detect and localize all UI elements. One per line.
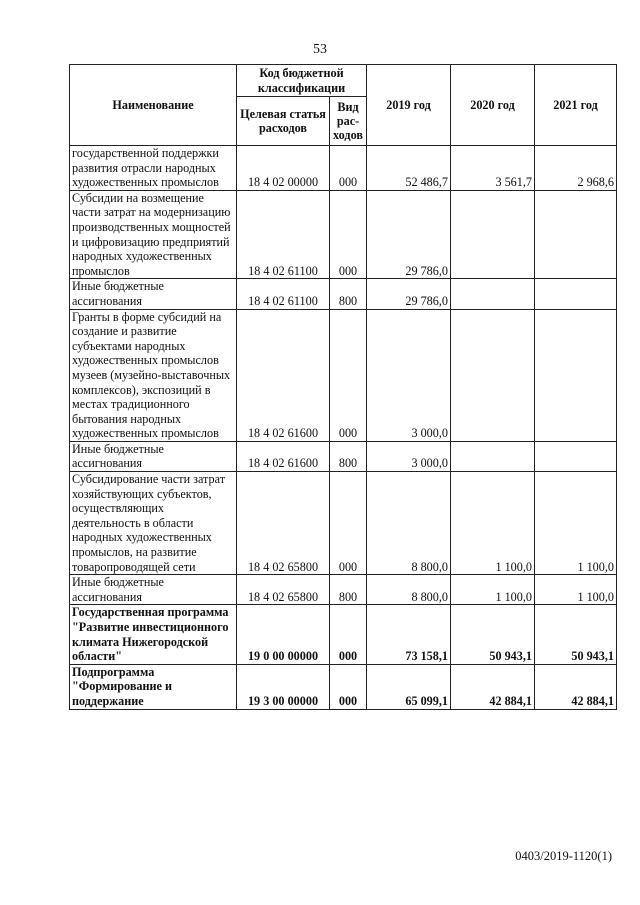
row-value-2019: 8 800,0 — [367, 575, 451, 605]
row-code: 18 4 02 61600 — [237, 309, 330, 441]
table-row — [70, 605, 617, 664]
row-name: Подпрограмма "Формирование и поддержание — [70, 664, 237, 709]
row-value-2019: 65 099,1 — [367, 664, 451, 709]
row-value-2019: 73 158,1 — [367, 605, 451, 664]
row-value-2021 — [535, 279, 617, 309]
row-kind: 800 — [330, 575, 367, 605]
row-code: 18 4 02 65800 — [237, 472, 330, 575]
row-value-2019: 52 486,7 — [367, 146, 451, 191]
table-row — [70, 472, 617, 575]
row-value-2019: 3 000,0 — [367, 309, 451, 441]
row-name: Гранты в форме субсидий на создание и развитие субъектами народных художественных промыслов музеев (музейно-выставочных комплексов), экспозиций в местах традиционного бытования народных художественных промыслов — [70, 309, 237, 441]
header-target-article: Целевая статья расходов — [237, 97, 330, 146]
row-value-2019: 29 786,0 — [367, 190, 451, 279]
row-value-2020 — [451, 279, 535, 309]
row-value-2021 — [535, 441, 617, 471]
table-row — [70, 279, 617, 309]
row-name: Государственная программа "Развитие инвестиционного климата Нижегородской области" — [70, 605, 237, 664]
row-value-2019: 29 786,0 — [367, 279, 451, 309]
header-code-group: Код бюджетной классификации — [237, 65, 367, 97]
row-value-2021 — [535, 190, 617, 279]
row-name: Иные бюджетные ассигнования — [70, 279, 237, 309]
table-row — [70, 190, 617, 279]
row-name: Субсидирование части затрат хозяйствующих субъектов, осуществляющих деятельность в области народных художественных промыслов, на развитие товаропроводящей сети — [70, 472, 237, 575]
row-code: 18 4 02 61100 — [237, 279, 330, 309]
row-name: Иные бюджетные ассигнования — [70, 441, 237, 471]
row-code: 18 4 02 00000 — [237, 146, 330, 191]
table-row — [70, 146, 617, 191]
row-code: 18 4 02 61100 — [237, 190, 330, 279]
header-year-2020: 2020 год — [451, 65, 535, 146]
row-value-2020: 1 100,0 — [451, 472, 535, 575]
header-expense-type: Вид рас-ходов — [330, 97, 367, 146]
document-code: 0403/2019-1120(1) — [515, 849, 612, 863]
row-kind: 000 — [330, 605, 367, 664]
row-kind: 000 — [330, 309, 367, 441]
table-row — [70, 441, 617, 471]
table-body — [70, 146, 617, 710]
row-code: 19 0 00 00000 — [237, 605, 330, 664]
table-row — [70, 664, 617, 709]
page-number: 53 — [313, 42, 327, 57]
row-value-2021: 2 968,6 — [535, 146, 617, 191]
row-value-2020: 3 561,7 — [451, 146, 535, 191]
row-value-2021: 1 100,0 — [535, 472, 617, 575]
row-kind: 000 — [330, 664, 367, 709]
row-kind: 000 — [330, 190, 367, 279]
row-value-2020 — [451, 309, 535, 441]
table-row — [70, 575, 617, 605]
row-value-2021 — [535, 309, 617, 441]
row-value-2021: 1 100,0 — [535, 575, 617, 605]
budget-table — [69, 64, 617, 710]
row-value-2020: 50 943,1 — [451, 605, 535, 664]
table-row — [70, 309, 617, 441]
row-value-2021: 50 943,1 — [535, 605, 617, 664]
row-code: 19 3 00 00000 — [237, 664, 330, 709]
row-value-2020 — [451, 190, 535, 279]
row-kind: 000 — [330, 472, 367, 575]
row-kind: 800 — [330, 441, 367, 471]
header-name: Наименование — [70, 65, 237, 146]
row-value-2020 — [451, 441, 535, 471]
row-value-2021: 42 884,1 — [535, 664, 617, 709]
header-year-2019: 2019 год — [367, 65, 451, 146]
row-value-2019: 3 000,0 — [367, 441, 451, 471]
row-value-2020: 42 884,1 — [451, 664, 535, 709]
row-kind: 800 — [330, 279, 367, 309]
row-name: государственной поддержки развития отрасли народных художественных промыслов — [70, 146, 237, 191]
row-code: 18 4 02 61600 — [237, 441, 330, 471]
row-value-2020: 1 100,0 — [451, 575, 535, 605]
header-year-2021: 2021 год — [535, 65, 617, 146]
row-value-2019: 8 800,0 — [367, 472, 451, 575]
row-name: Иные бюджетные ассигнования — [70, 575, 237, 605]
row-kind: 000 — [330, 146, 367, 191]
row-code: 18 4 02 65800 — [237, 575, 330, 605]
row-name: Субсидии на возмещение части затрат на модернизацию производственных мощностей и цифровизацию предприятий народных художественных промыслов — [70, 190, 237, 279]
